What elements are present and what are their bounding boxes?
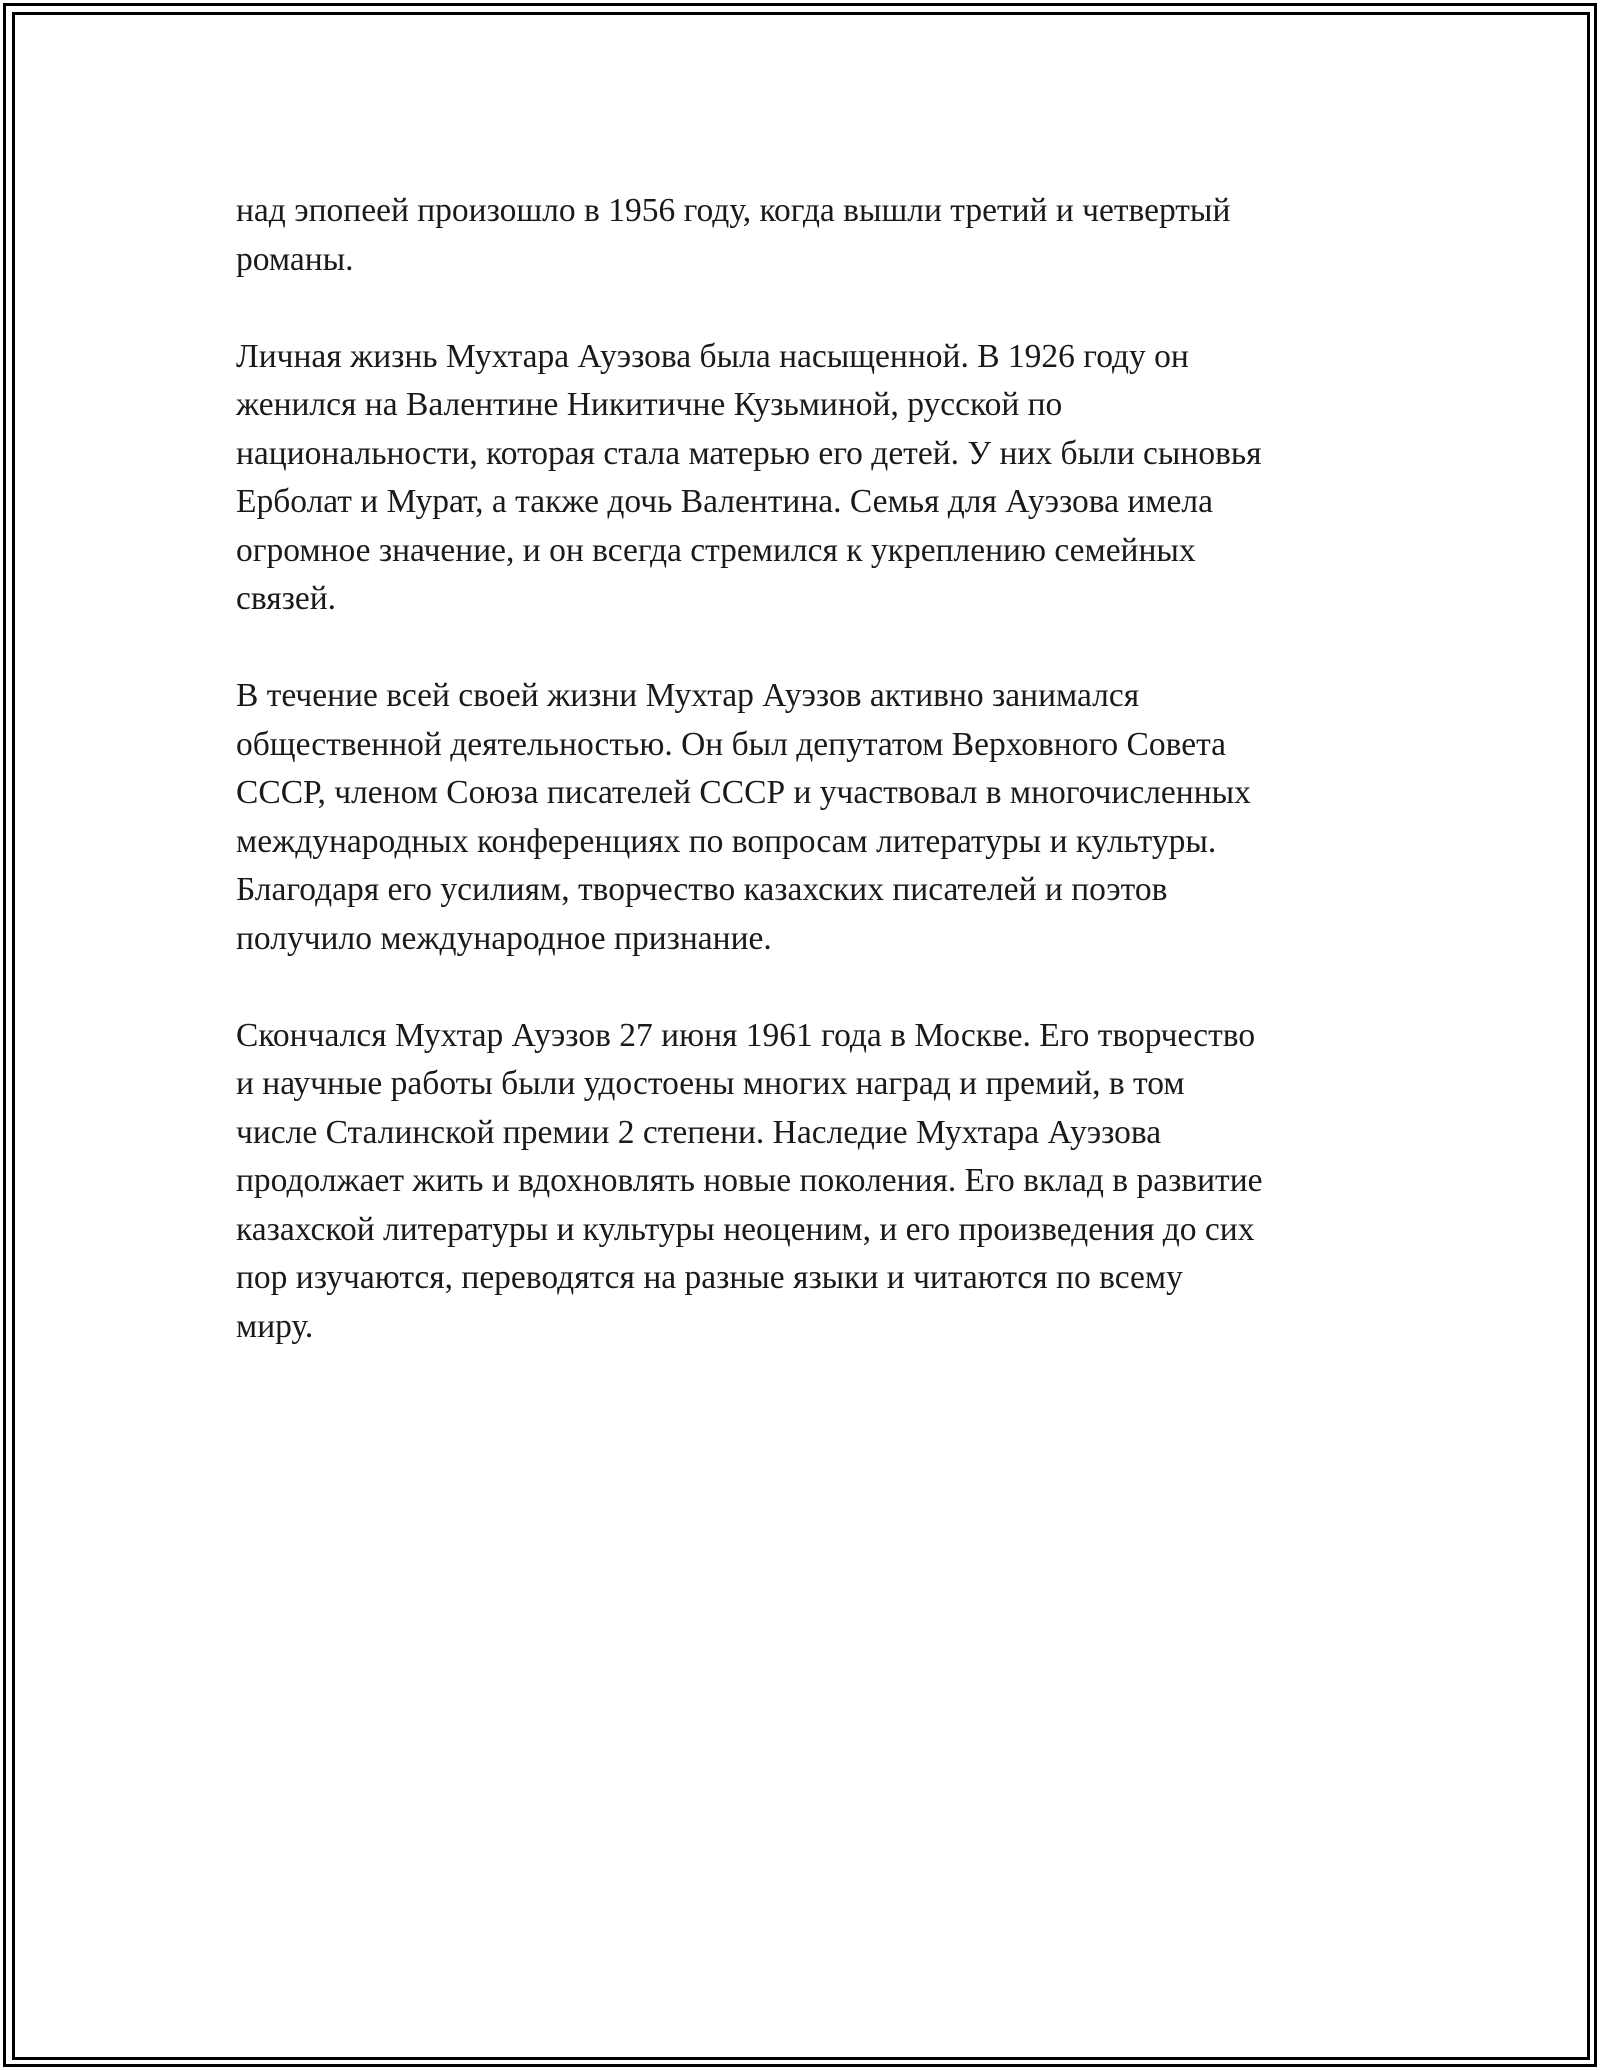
paragraph-public-activity: В течение всей своей жизни Мухтар Ауэзов активно занимался общественной деятельностью. Он был депутатом Верховного Совета СССР, членом Союза писателей СССР и участвовал в многочисленных международных конференциях по вопросам литературы и культуры. Благодаря его усилиям, творчество казахских писателей и поэтов получило международное признание. xyxy=(236,677,1251,957)
paragraph-death-legacy: Скончался Мухтар Ауэзов 27 июня 1961 года в Москве. Его творчество и научные работы были удостоены многих наград и премий, в том числе Сталинской премии 2 степени. Наследие Мухтара Ауэзова продолжает жить и вдохновлять новые поколения. Его вклад в развитие казахской литературы и культуры неоценим, и его произведения до сих пор изучаются, переводятся на разные языки и читаются по всему миру. xyxy=(236,1016,1263,1345)
paragraph-epic-continuation: над эпопеей произошло в 1956 году, когда вышли третий и четвертый романы. xyxy=(236,192,1231,278)
paragraph-personal-life: Личная жизнь Мухтара Ауэзова была насыщенной. В 1926 году он женился на Валентине Никитичне Кузьминой, русской по национальности, которая стала матерью его детей. У них были сыновья Ерболат и Мурат, а также дочь Валентина. Семья для Ауэзова имела огромное значение, и он всегда стремился к укреплению семейных связей. xyxy=(236,337,1262,617)
document-body xyxy=(236,187,1386,1400)
